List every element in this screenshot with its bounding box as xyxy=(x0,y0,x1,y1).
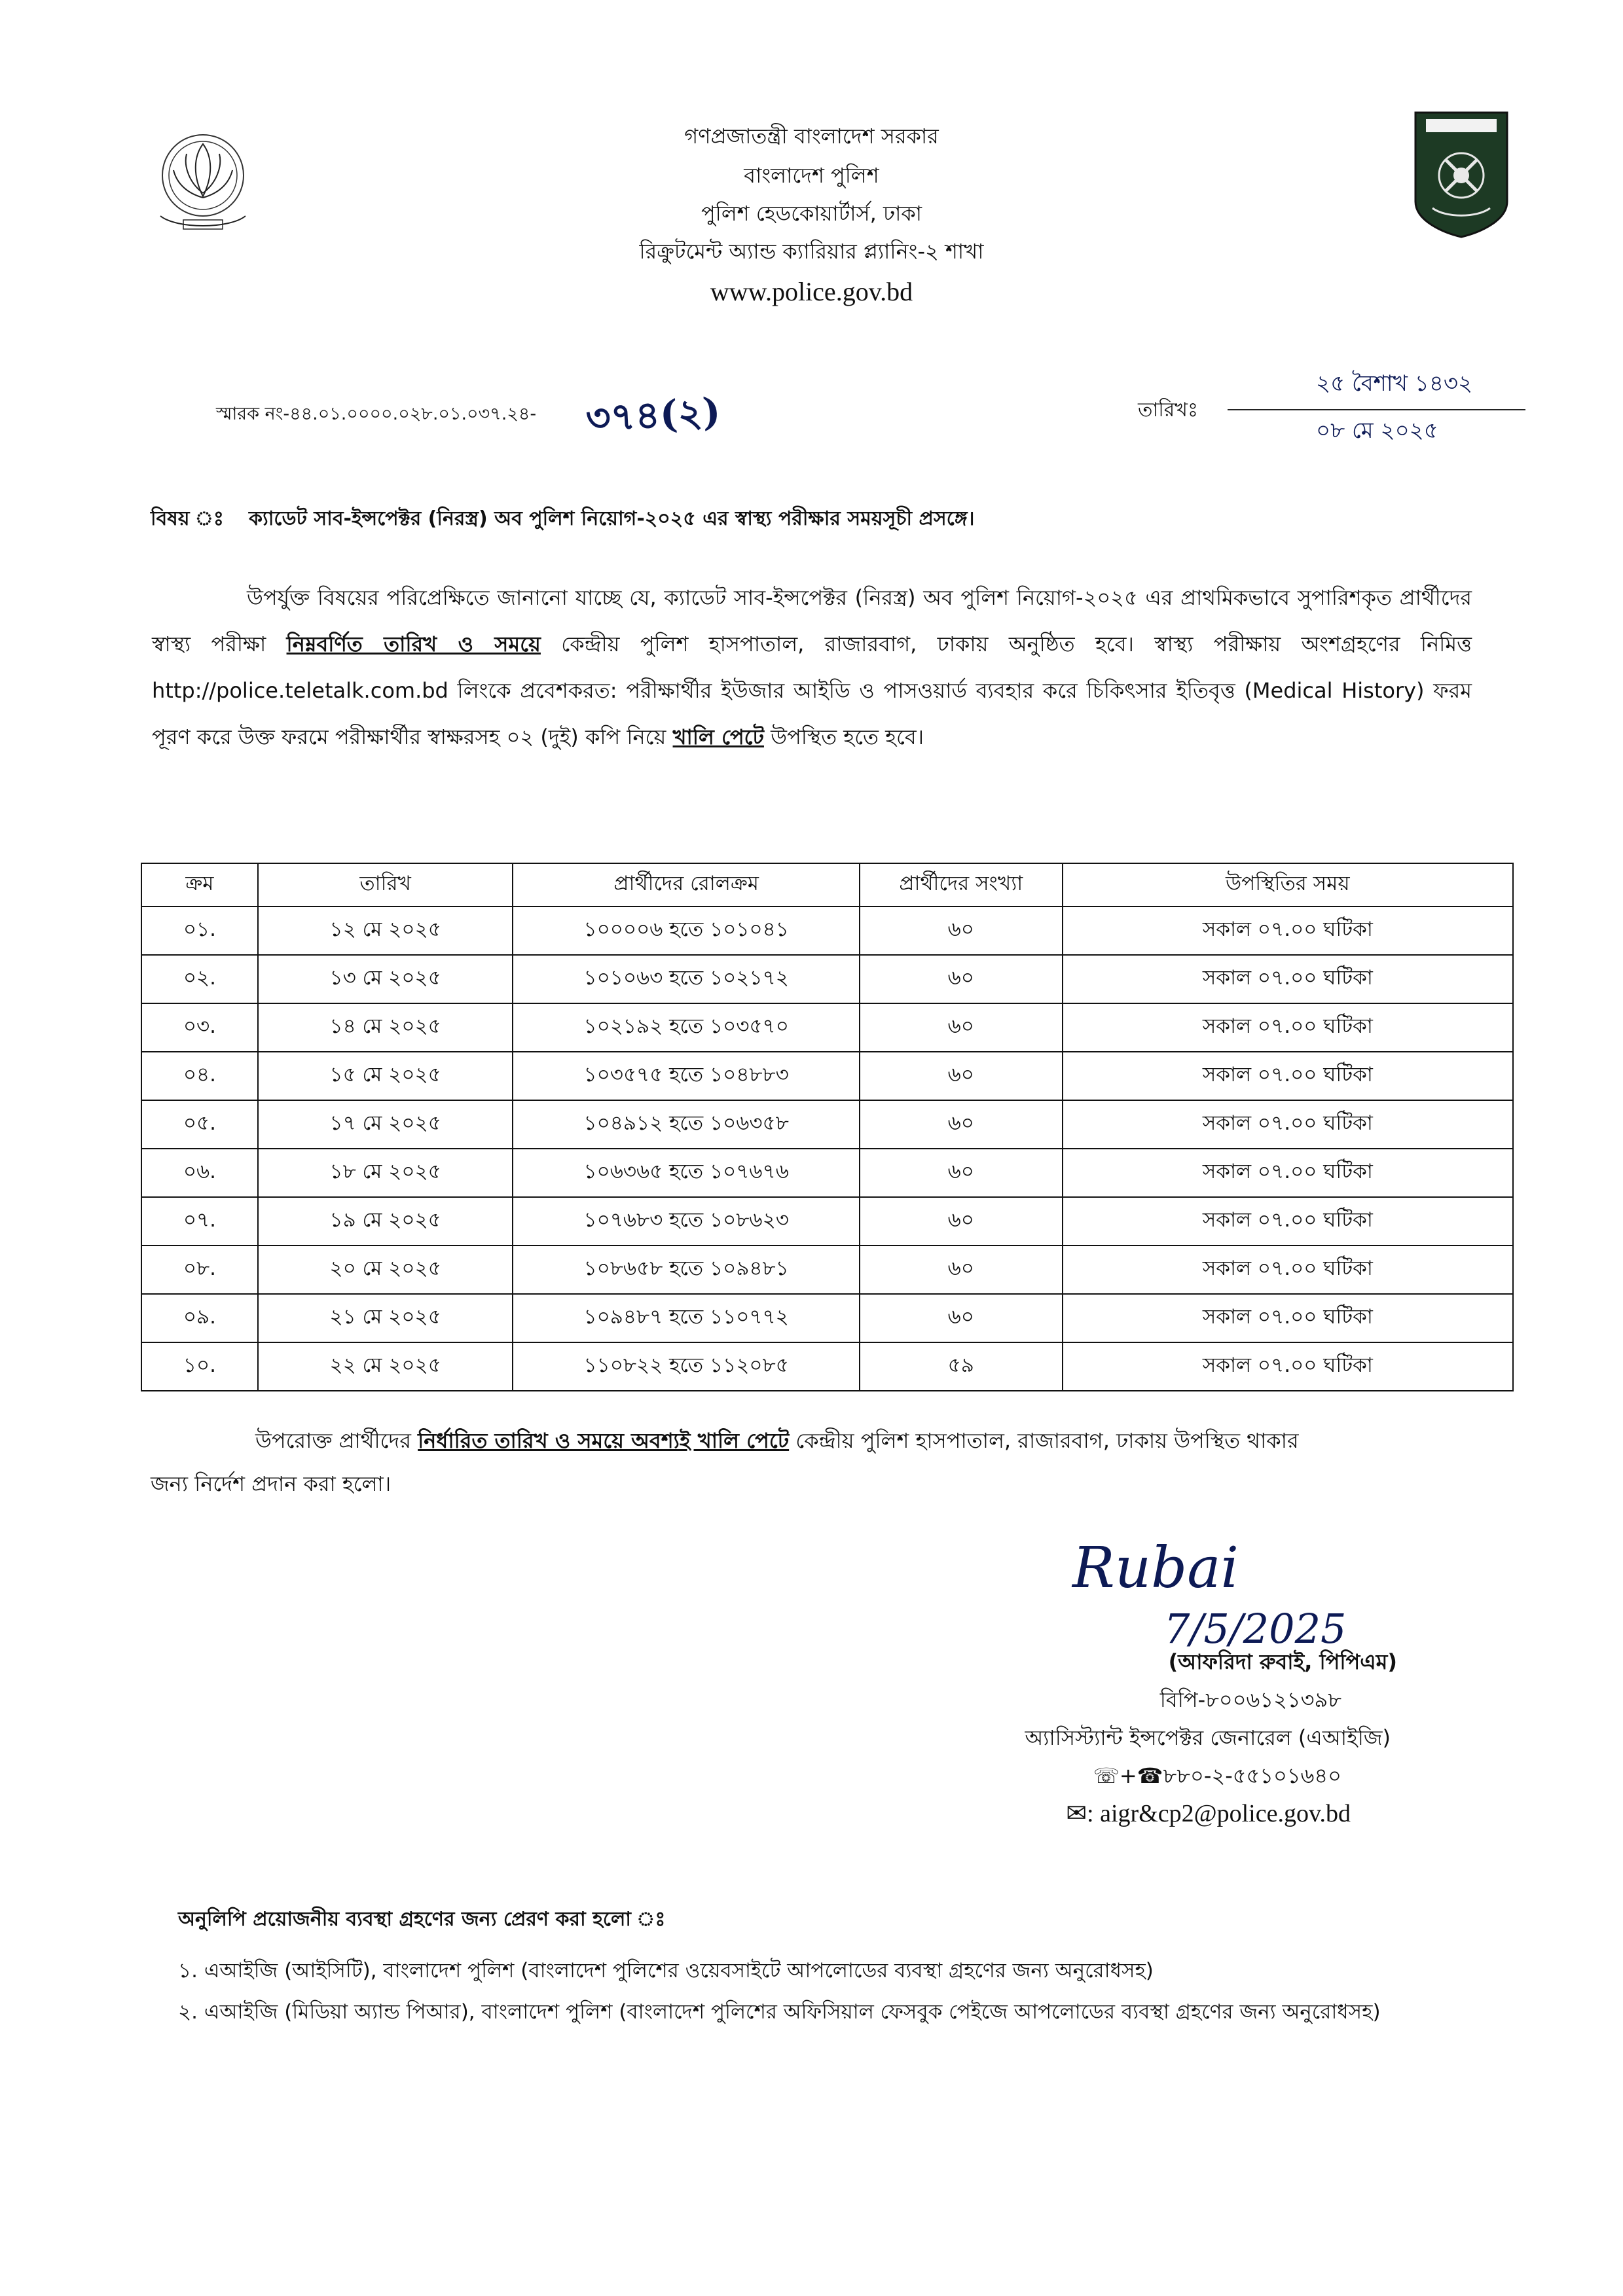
cell-serial: ০২. xyxy=(141,955,258,1003)
table-row xyxy=(141,906,1513,955)
signatory-email: aigr&cp2@police.gov.bd xyxy=(1100,1800,1351,1827)
copy-to-heading: অনুলিপি প্রয়োজনীয় ব্যবস্থা গ্রহণের জন্য প্রেরণ করা হলো ঃ xyxy=(178,1908,666,1931)
cell-roll-range: ১০৬৩৬৫ হতে ১০৭৬৭৬ xyxy=(513,1149,859,1197)
cell-serial: ০৯. xyxy=(141,1294,258,1342)
email-icon: ✉: xyxy=(1066,1800,1094,1827)
cell-count: ৬০ xyxy=(860,1100,1063,1149)
cell-serial: ০৮. xyxy=(141,1246,258,1294)
cell-count: ৬০ xyxy=(860,1003,1063,1052)
table-row xyxy=(141,955,1513,1003)
schedule-table xyxy=(141,863,1514,1391)
table-header-row xyxy=(141,863,1513,906)
cell-count: ৬০ xyxy=(860,1149,1063,1197)
header-website: www.police.gov.bd xyxy=(710,277,913,306)
closing-line-1 xyxy=(255,1419,1480,1462)
cell-count: ৫৯ xyxy=(860,1342,1063,1391)
table-row xyxy=(141,1246,1513,1294)
cell-roll-range: ১০৮৬৫৮ হতে ১০৯৪৮১ xyxy=(513,1246,859,1294)
cell-time: সকাল ০৭.০০ ঘটিকা xyxy=(1063,1100,1513,1149)
cell-serial: ০৬. xyxy=(141,1149,258,1197)
cell-time: সকাল ০৭.০০ ঘটিকা xyxy=(1063,1342,1513,1391)
cell-serial: ০৪. xyxy=(141,1052,258,1100)
cell-date: ১৪ মে ২০২৫ xyxy=(258,1003,513,1052)
body-paragraph xyxy=(152,575,1472,761)
closing-text-2: কেন্দ্রীয় পুলিশ হাসপাতাল, রাজারবাগ, ঢাকায় উপস্থিত থাকার xyxy=(789,1428,1299,1453)
table-row xyxy=(141,1100,1513,1149)
table-header-count: প্রার্থীদের সংখ্যা xyxy=(860,863,1063,906)
cell-roll-range: ১০৭৬৮৩ হতে ১০৮৬২৩ xyxy=(513,1197,859,1246)
cell-time: সকাল ০৭.০০ ঘটিকা xyxy=(1063,1197,1513,1246)
table-row xyxy=(141,1197,1513,1246)
header-branch: রিক্রুটমেন্ট অ্যান্ড ক্যারিয়ার প্ল্যানিং-২ শাখা xyxy=(639,239,984,264)
cell-date: ১৮ মে ২০২৫ xyxy=(258,1149,513,1197)
cell-date: ২০ মে ২০২৫ xyxy=(258,1246,513,1294)
table-header-serial: ক্রম xyxy=(141,863,258,906)
closing-text-1: উপরোক্ত প্রার্থীদের xyxy=(255,1428,418,1453)
cell-time: সকাল ০৭.০০ ঘটিকা xyxy=(1063,1003,1513,1052)
header-office: পুলিশ হেডকোয়ার্টার্স, ঢাকা xyxy=(701,201,922,226)
signatory-designation: অ্যাসিস্ট্যান্ট ইন্সপেক্টর জেনারেল (এআইজি) xyxy=(1025,1725,1391,1750)
cell-roll-range: ১১০৮২২ হতে ১১২০৮৫ xyxy=(513,1342,859,1391)
cell-time: সকাল ০৭.০০ ঘটিকা xyxy=(1063,906,1513,955)
cell-date: ২২ মে ২০২৫ xyxy=(258,1342,513,1391)
cell-time: সকাল ০৭.০০ ঘটিকা xyxy=(1063,1294,1513,1342)
cell-time: সকাল ০৭.০০ ঘটিকা xyxy=(1063,1246,1513,1294)
table-row xyxy=(141,1052,1513,1100)
signatory-phone: ☏+☎৮৮০-২-৫৫১০১৬৪০ xyxy=(1093,1763,1341,1788)
copy-to-item-2: ২. এআইজি (মিডিয়া অ্যান্ড পিআর), বাংলাদেশ পুলিশ (বাংলাদেশ পুলিশের অফিসিয়াল ফেসবুক পেইজে আপলোডের ব্যবস্থা গ্রহণের জন্য অনুরোধসহ) xyxy=(178,2000,1381,2024)
subject-label: বিষয় ঃ xyxy=(151,507,224,530)
cell-roll-range: ১০৪৯১২ হতে ১০৬৩৫৮ xyxy=(513,1100,859,1149)
signature-date-text: 7/5/2025 xyxy=(1164,1605,1347,1653)
body-text-3: উপস্থিত হতে হবে। xyxy=(763,725,924,749)
cell-date: ১৭ মে ২০২৫ xyxy=(258,1100,513,1149)
cell-serial: ১০. xyxy=(141,1342,258,1391)
table-row xyxy=(141,1149,1513,1197)
cell-roll-range: ১০০০০৬ হতে ১০১০৪১ xyxy=(513,906,859,955)
cell-count: ৬০ xyxy=(860,1294,1063,1342)
cell-date: ১৯ মে ২০২৫ xyxy=(258,1197,513,1246)
date-bangla: ২৫ বৈশাখ ১৪৩২ xyxy=(1316,370,1473,397)
closing-underlined: নির্ধারিত তারিখ ও সময়ে অবশ্যই খালি পেটে xyxy=(418,1428,790,1453)
table-row xyxy=(141,1342,1513,1391)
signatory-bp-number: বিপি-৮০০৬১২১৩৯৮ xyxy=(1159,1687,1341,1712)
body-text-2: কেন্দ্রীয় পুলিশ হাসপাতাল, রাজারবাগ, ঢাকায় অনুষ্ঠিত হবে। স্বাস্থ্য পরীক্ষায় অংশগ্রহণের নিমিত্ত http://police.teletalk.com.bd লিংকে প্রবেশকরত: পরীক্ষার্থীর ইউজার আইডি ও পাসওয়ার্ড ব্যবহার করে চিকিৎসার ইতিবৃত্ত (Medical History) ফরম পূরণ করে উক্ত ফরমে পরীক্ষার্থীর স্বাক্ষরসহ ০২ (দুই) কপি নিয়ে xyxy=(152,632,1472,749)
header-government: গণপ্রজাতন্ত্রী বাংলাদেশ সরকার xyxy=(684,124,939,149)
cell-count: ৬০ xyxy=(860,955,1063,1003)
date-divider xyxy=(1228,409,1525,410)
closing-line-2: জন্য নির্দেশ প্রদান করা হলো। xyxy=(151,1471,392,1496)
body-underlined-empty-stomach: খালি পেটে xyxy=(672,725,764,749)
table-header-roll-range: প্রার্থীদের রোলক্রম xyxy=(513,863,859,906)
cell-roll-range: ১০৩৫৭৫ হতে ১০৪৮৮৩ xyxy=(513,1052,859,1100)
table-body xyxy=(141,906,1513,1391)
copy-to-item-1: ১. এআইজি (আইসিটি), বাংলাদেশ পুলিশ (বাংলাদেশ পুলিশের ওয়েবসাইটে আপলোডের ব্যবস্থা গ্রহণের জন্য অনুরোধসহ) xyxy=(178,1959,1154,1982)
cell-count: ৬০ xyxy=(860,1197,1063,1246)
table-header-date: তারিখ xyxy=(258,863,513,906)
cell-count: ৬০ xyxy=(860,1052,1063,1100)
cell-date: ১৩ মে ২০২৫ xyxy=(258,955,513,1003)
body-underlined-schedule: নিম্নবর্ণিত তারিখ ও সময়ে xyxy=(286,632,541,656)
cell-serial: ০৫. xyxy=(141,1100,258,1149)
table-header-time: উপস্থিতির সময় xyxy=(1063,863,1513,906)
signatory-email-line xyxy=(1066,1796,1351,1831)
cell-time: সকাল ০৭.০০ ঘটিকা xyxy=(1063,1052,1513,1100)
cell-time: সকাল ০৭.০০ ঘটিকা xyxy=(1063,955,1513,1003)
table-row xyxy=(141,1294,1513,1342)
cell-date: ২১ মে ২০২৫ xyxy=(258,1294,513,1342)
cell-roll-range: ১০২১৯২ হতে ১০৩৫৭০ xyxy=(513,1003,859,1052)
cell-time: সকাল ০৭.০০ ঘটিকা xyxy=(1063,1149,1513,1197)
cell-roll-range: ১০১০৬৩ হতে ১০২১৭২ xyxy=(513,955,859,1003)
cell-serial: ০৭. xyxy=(141,1197,258,1246)
cell-date: ১৫ মে ২০২৫ xyxy=(258,1052,513,1100)
cell-serial: ০৩. xyxy=(141,1003,258,1052)
memo-handwritten-suffix: ৩৭৪(২) xyxy=(585,389,722,441)
date-label: তারিখঃ xyxy=(1138,399,1198,422)
subject-text: ক্যাডেট সাব-ইন্সপেক্টর (নিরস্ত্র) অব পুলিশ নিয়োগ-২০২৫ এর স্বাস্থ্য পরীক্ষার সময়সূচী প্রসঙ্গে। xyxy=(249,507,975,530)
table-row xyxy=(141,1003,1513,1052)
header-organization: বাংলাদেশ পুলিশ xyxy=(744,163,879,188)
cell-date: ১২ মে ২০২৫ xyxy=(258,906,513,955)
cell-roll-range: ১০৯৪৮৭ হতে ১১০৭৭২ xyxy=(513,1294,859,1342)
memo-number: স্মারক নং-৪৪.০১.০০০০.০২৮.০১.০৩৭.২৪- xyxy=(216,404,537,424)
signatory-name: (আফরিদা রুবাই, পিপিএম) xyxy=(1168,1649,1397,1674)
body-text-1: উপর্যুক্ত বিষয়ের পরিপ্রেক্ষিতে জানানো যাচ্ছে যে, ক্যাডেট সাব-ইন্সপেক্টর (নিরস্ত্র) অব পুলিশ নিয়োগ-২০২৫ এর প্রাথমিকভাবে সুপারিশকৃত প্রার্থীদের স্বাস্থ্য পরীক্ষা xyxy=(152,585,1472,656)
date-english: ০৮ মে ২০২৫ xyxy=(1316,418,1438,444)
signature-name-text: Rubai xyxy=(1072,1535,1239,1601)
cell-serial: ০১. xyxy=(141,906,258,955)
cell-count: ৬০ xyxy=(860,1246,1063,1294)
cell-count: ৬০ xyxy=(860,906,1063,955)
